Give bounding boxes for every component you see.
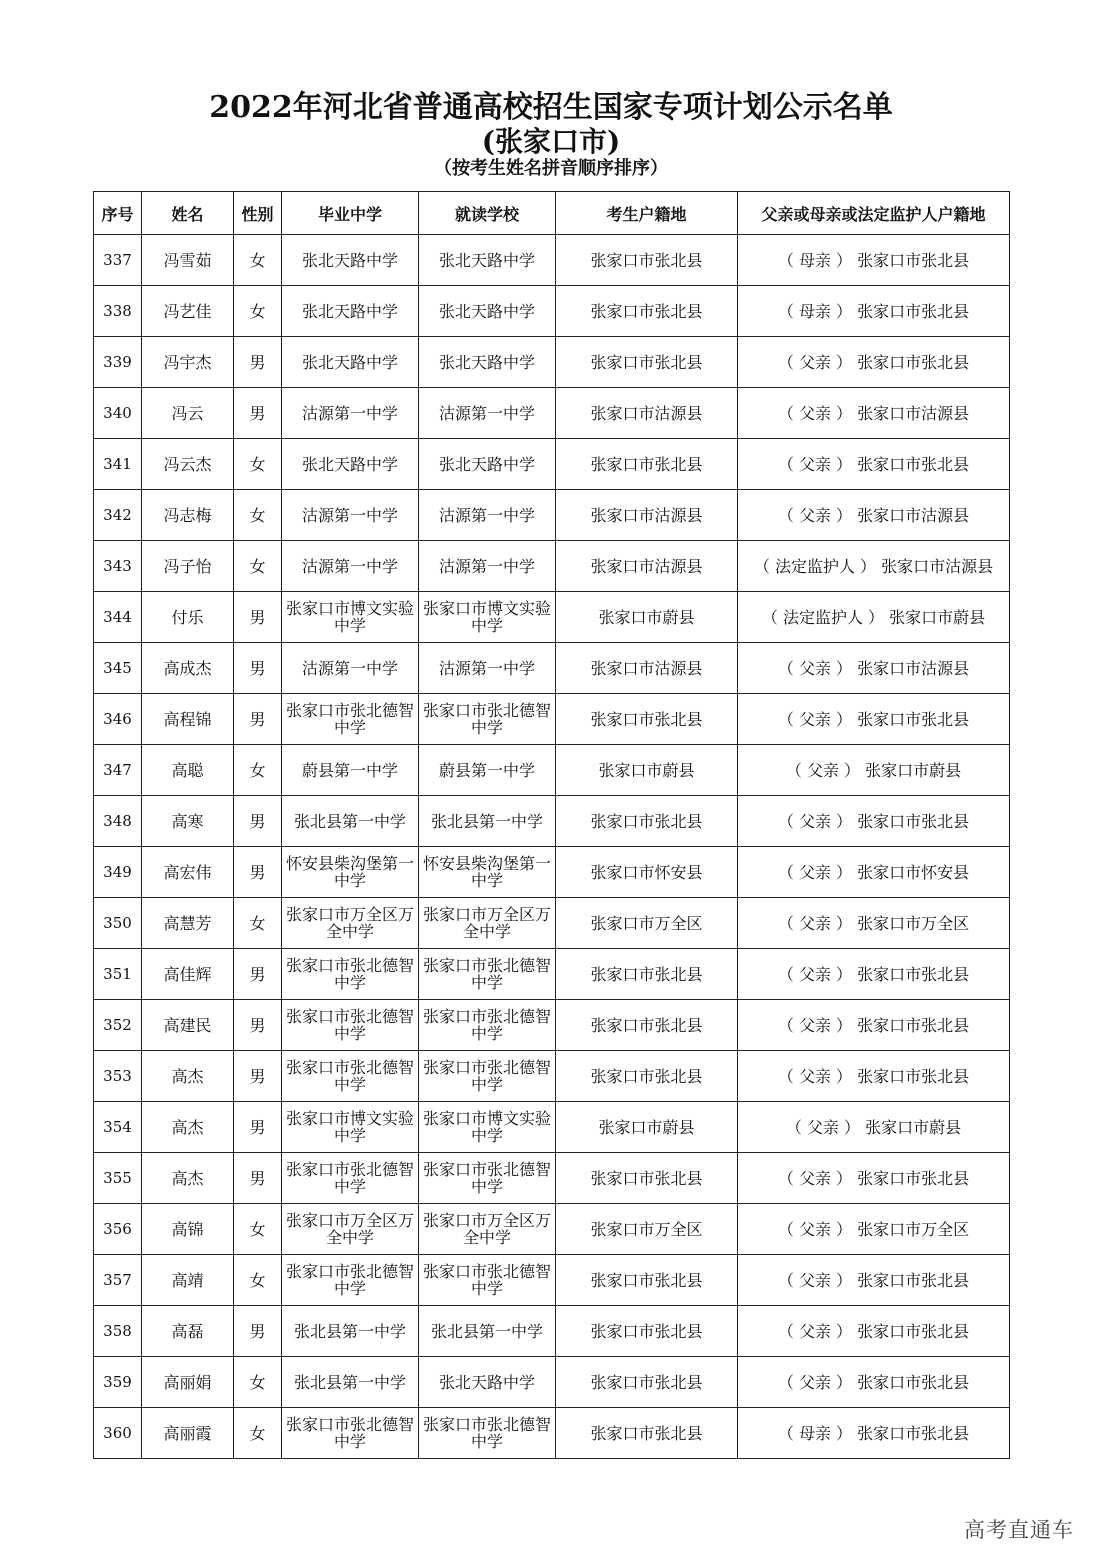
cell-name: 高成杰 bbox=[142, 643, 234, 694]
cell-graduation-school: 张家口市张北德智中学 bbox=[282, 1255, 419, 1306]
cell-guardian-household: （ 父亲 ） 张家口市蔚县 bbox=[738, 745, 1010, 796]
cell-name: 付乐 bbox=[142, 592, 234, 643]
cell-graduation-school: 张北县第一中学 bbox=[282, 796, 419, 847]
column-header: 就读学校 bbox=[419, 192, 556, 235]
cell-graduation-school: 蔚县第一中学 bbox=[282, 745, 419, 796]
cell-name: 高杰 bbox=[142, 1153, 234, 1204]
cell-name: 高宏伟 bbox=[142, 847, 234, 898]
table-row bbox=[94, 643, 1010, 694]
cell-student-household: 张家口市张北县 bbox=[556, 1153, 738, 1204]
cell-name: 高丽娟 bbox=[142, 1357, 234, 1408]
cell-gender: 女 bbox=[234, 898, 282, 949]
cell-guardian-household: （ 法定监护人 ） 张家口市蔚县 bbox=[738, 592, 1010, 643]
document-title: 2022年河北省普通高校招生国家专项计划公示名单 bbox=[209, 90, 893, 125]
cell-graduation-school: 沽源第一中学 bbox=[282, 388, 419, 439]
cell-student-household: 张家口市张北县 bbox=[556, 949, 738, 1000]
cell-guardian-household: （ 父亲 ） 张家口市万全区 bbox=[738, 1204, 1010, 1255]
cell-current-school: 张北县第一中学 bbox=[419, 1306, 556, 1357]
cell-name: 冯云 bbox=[142, 388, 234, 439]
cell-name: 高程锦 bbox=[142, 694, 234, 745]
column-header: 姓名 bbox=[142, 192, 234, 235]
cell-gender: 女 bbox=[234, 541, 282, 592]
cell-graduation-school: 沽源第一中学 bbox=[282, 490, 419, 541]
cell-current-school: 张家口市张北德智中学 bbox=[419, 694, 556, 745]
cell-index: 359 bbox=[94, 1357, 142, 1408]
cell-student-household: 张家口市张北县 bbox=[556, 439, 738, 490]
cell-student-household: 张家口市张北县 bbox=[556, 1357, 738, 1408]
cell-index: 355 bbox=[94, 1153, 142, 1204]
cell-student-household: 张家口市蔚县 bbox=[556, 745, 738, 796]
cell-index: 357 bbox=[94, 1255, 142, 1306]
cell-index: 358 bbox=[94, 1306, 142, 1357]
cell-name: 高杰 bbox=[142, 1051, 234, 1102]
cell-index: 349 bbox=[94, 847, 142, 898]
cell-student-household: 张家口市沽源县 bbox=[556, 643, 738, 694]
cell-name: 高佳辉 bbox=[142, 949, 234, 1000]
document-subtitle: (张家口市) bbox=[481, 125, 621, 158]
cell-current-school: 张家口市张北德智中学 bbox=[419, 1255, 556, 1306]
cell-guardian-household: （ 父亲 ） 张家口市万全区 bbox=[738, 898, 1010, 949]
cell-gender: 男 bbox=[234, 337, 282, 388]
table-row bbox=[94, 1102, 1010, 1153]
cell-current-school: 张北天路中学 bbox=[419, 235, 556, 286]
cell-gender: 男 bbox=[234, 592, 282, 643]
cell-gender: 女 bbox=[234, 745, 282, 796]
cell-name: 高杰 bbox=[142, 1102, 234, 1153]
cell-current-school: 张家口市张北德智中学 bbox=[419, 1408, 556, 1459]
cell-current-school: 张北县第一中学 bbox=[419, 796, 556, 847]
table-row bbox=[94, 286, 1010, 337]
cell-graduation-school: 张家口市张北德智中学 bbox=[282, 949, 419, 1000]
cell-graduation-school: 张北天路中学 bbox=[282, 337, 419, 388]
cell-current-school: 张家口市万全区万全中学 bbox=[419, 1204, 556, 1255]
cell-guardian-household: （ 父亲 ） 张家口市张北县 bbox=[738, 439, 1010, 490]
cell-graduation-school: 张家口市博文实验中学 bbox=[282, 1102, 419, 1153]
table-row bbox=[94, 1357, 1010, 1408]
cell-graduation-school: 张家口市张北德智中学 bbox=[282, 1153, 419, 1204]
cell-guardian-household: （ 母亲 ） 张家口市张北县 bbox=[738, 235, 1010, 286]
table-row bbox=[94, 796, 1010, 847]
cell-guardian-household: （ 法定监护人 ） 张家口市沽源县 bbox=[738, 541, 1010, 592]
cell-current-school: 张家口市博文实验中学 bbox=[419, 1102, 556, 1153]
cell-gender: 女 bbox=[234, 490, 282, 541]
cell-gender: 女 bbox=[234, 286, 282, 337]
cell-guardian-household: （ 父亲 ） 张家口市张北县 bbox=[738, 949, 1010, 1000]
cell-graduation-school: 张家口市万全区万全中学 bbox=[282, 898, 419, 949]
cell-guardian-household: （ 父亲 ） 张家口市张北县 bbox=[738, 796, 1010, 847]
cell-name: 冯志梅 bbox=[142, 490, 234, 541]
cell-graduation-school: 张北县第一中学 bbox=[282, 1306, 419, 1357]
cell-gender: 女 bbox=[234, 235, 282, 286]
cell-name: 高磊 bbox=[142, 1306, 234, 1357]
cell-current-school: 张家口市张北德智中学 bbox=[419, 949, 556, 1000]
cell-name: 冯宇杰 bbox=[142, 337, 234, 388]
cell-graduation-school: 张家口市万全区万全中学 bbox=[282, 1204, 419, 1255]
cell-index: 338 bbox=[94, 286, 142, 337]
cell-index: 347 bbox=[94, 745, 142, 796]
roster-table bbox=[93, 191, 1010, 1459]
cell-gender: 男 bbox=[234, 1306, 282, 1357]
cell-current-school: 张家口市博文实验中学 bbox=[419, 592, 556, 643]
cell-gender: 男 bbox=[234, 949, 282, 1000]
cell-index: 344 bbox=[94, 592, 142, 643]
cell-student-household: 张家口市万全区 bbox=[556, 1204, 738, 1255]
cell-student-household: 张家口市万全区 bbox=[556, 898, 738, 949]
cell-current-school: 张家口市张北德智中学 bbox=[419, 1051, 556, 1102]
cell-index: 353 bbox=[94, 1051, 142, 1102]
cell-name: 高锦 bbox=[142, 1204, 234, 1255]
column-header: 序号 bbox=[94, 192, 142, 235]
cell-index: 356 bbox=[94, 1204, 142, 1255]
cell-student-household: 张家口市沽源县 bbox=[556, 541, 738, 592]
cell-gender: 男 bbox=[234, 1051, 282, 1102]
cell-index: 348 bbox=[94, 796, 142, 847]
cell-graduation-school: 张家口市博文实验中学 bbox=[282, 592, 419, 643]
cell-gender: 女 bbox=[234, 439, 282, 490]
table-row bbox=[94, 694, 1010, 745]
cell-name: 高慧芳 bbox=[142, 898, 234, 949]
cell-index: 337 bbox=[94, 235, 142, 286]
table-row bbox=[94, 1000, 1010, 1051]
column-header: 性别 bbox=[234, 192, 282, 235]
cell-current-school: 张家口市张北德智中学 bbox=[419, 1153, 556, 1204]
cell-index: 345 bbox=[94, 643, 142, 694]
cell-graduation-school: 怀安县柴沟堡第一中学 bbox=[282, 847, 419, 898]
cell-guardian-household: （ 父亲 ） 张家口市张北县 bbox=[738, 1051, 1010, 1102]
cell-name: 冯子怡 bbox=[142, 541, 234, 592]
cell-index: 351 bbox=[94, 949, 142, 1000]
table-row bbox=[94, 388, 1010, 439]
cell-index: 352 bbox=[94, 1000, 142, 1051]
cell-gender: 女 bbox=[234, 1255, 282, 1306]
cell-guardian-household: （ 父亲 ） 张家口市沽源县 bbox=[738, 388, 1010, 439]
cell-student-household: 张家口市张北县 bbox=[556, 1255, 738, 1306]
cell-student-household: 张家口市张北县 bbox=[556, 1306, 738, 1357]
cell-student-household: 张家口市沽源县 bbox=[556, 388, 738, 439]
cell-gender: 男 bbox=[234, 847, 282, 898]
cell-graduation-school: 张家口市张北德智中学 bbox=[282, 694, 419, 745]
cell-current-school: 张家口市万全区万全中学 bbox=[419, 898, 556, 949]
cell-current-school: 怀安县柴沟堡第一中学 bbox=[419, 847, 556, 898]
cell-name: 高丽霞 bbox=[142, 1408, 234, 1459]
cell-guardian-household: （ 父亲 ） 张家口市蔚县 bbox=[738, 1102, 1010, 1153]
cell-current-school: 沽源第一中学 bbox=[419, 388, 556, 439]
cell-index: 360 bbox=[94, 1408, 142, 1459]
table-row bbox=[94, 949, 1010, 1000]
cell-guardian-household: （ 父亲 ） 张家口市张北县 bbox=[738, 1153, 1010, 1204]
cell-gender: 男 bbox=[234, 1153, 282, 1204]
column-header: 父亲或母亲或法定监护人户籍地 bbox=[738, 192, 1010, 235]
cell-guardian-household: （ 母亲 ） 张家口市张北县 bbox=[738, 286, 1010, 337]
table-row bbox=[94, 745, 1010, 796]
cell-current-school: 张北天路中学 bbox=[419, 286, 556, 337]
cell-graduation-school: 张北天路中学 bbox=[282, 286, 419, 337]
table-row bbox=[94, 1051, 1010, 1102]
cell-current-school: 张北天路中学 bbox=[419, 337, 556, 388]
table-row bbox=[94, 337, 1010, 388]
cell-gender: 男 bbox=[234, 1000, 282, 1051]
cell-student-household: 张家口市怀安县 bbox=[556, 847, 738, 898]
cell-index: 346 bbox=[94, 694, 142, 745]
cell-index: 339 bbox=[94, 337, 142, 388]
cell-student-household: 张家口市蔚县 bbox=[556, 592, 738, 643]
cell-current-school: 蔚县第一中学 bbox=[419, 745, 556, 796]
cell-current-school: 沽源第一中学 bbox=[419, 541, 556, 592]
table-row bbox=[94, 1408, 1010, 1459]
cell-gender: 女 bbox=[234, 1408, 282, 1459]
cell-index: 350 bbox=[94, 898, 142, 949]
cell-current-school: 张家口市张北德智中学 bbox=[419, 1000, 556, 1051]
cell-gender: 男 bbox=[234, 643, 282, 694]
cell-guardian-household: （ 父亲 ） 张家口市张北县 bbox=[738, 694, 1010, 745]
cell-current-school: 沽源第一中学 bbox=[419, 490, 556, 541]
table-row bbox=[94, 1204, 1010, 1255]
column-header: 考生户籍地 bbox=[556, 192, 738, 235]
cell-student-household: 张家口市蔚县 bbox=[556, 1102, 738, 1153]
cell-gender: 男 bbox=[234, 694, 282, 745]
cell-graduation-school: 张北天路中学 bbox=[282, 439, 419, 490]
cell-name: 高寒 bbox=[142, 796, 234, 847]
cell-name: 高建民 bbox=[142, 1000, 234, 1051]
table-row bbox=[94, 439, 1010, 490]
cell-name: 冯雪茹 bbox=[142, 235, 234, 286]
cell-guardian-household: （ 父亲 ） 张家口市张北县 bbox=[738, 337, 1010, 388]
cell-index: 341 bbox=[94, 439, 142, 490]
column-header: 毕业中学 bbox=[282, 192, 419, 235]
cell-guardian-household: （ 父亲 ） 张家口市沽源县 bbox=[738, 643, 1010, 694]
cell-current-school: 沽源第一中学 bbox=[419, 643, 556, 694]
cell-name: 高聪 bbox=[142, 745, 234, 796]
cell-guardian-household: （ 父亲 ） 张家口市张北县 bbox=[738, 1000, 1010, 1051]
table-row bbox=[94, 490, 1010, 541]
cell-guardian-household: （ 母亲 ） 张家口市张北县 bbox=[738, 1408, 1010, 1459]
table-row bbox=[94, 1255, 1010, 1306]
cell-graduation-school: 张家口市张北德智中学 bbox=[282, 1000, 419, 1051]
cell-guardian-household: （ 父亲 ） 张家口市沽源县 bbox=[738, 490, 1010, 541]
cell-gender: 男 bbox=[234, 388, 282, 439]
table-row bbox=[94, 1153, 1010, 1204]
cell-graduation-school: 沽源第一中学 bbox=[282, 643, 419, 694]
table-row bbox=[94, 847, 1010, 898]
table-row bbox=[94, 592, 1010, 643]
cell-student-household: 张家口市张北县 bbox=[556, 1051, 738, 1102]
cell-guardian-household: （ 父亲 ） 张家口市怀安县 bbox=[738, 847, 1010, 898]
cell-student-household: 张家口市张北县 bbox=[556, 694, 738, 745]
cell-student-household: 张家口市张北县 bbox=[556, 286, 738, 337]
table-body bbox=[94, 235, 1010, 1459]
cell-graduation-school: 张北县第一中学 bbox=[282, 1357, 419, 1408]
cell-name: 冯艺佳 bbox=[142, 286, 234, 337]
cell-guardian-household: （ 父亲 ） 张家口市张北县 bbox=[738, 1357, 1010, 1408]
table-header-row bbox=[94, 192, 1010, 235]
table-row bbox=[94, 541, 1010, 592]
cell-graduation-school: 张家口市张北德智中学 bbox=[282, 1051, 419, 1102]
cell-current-school: 张北天路中学 bbox=[419, 439, 556, 490]
cell-name: 高靖 bbox=[142, 1255, 234, 1306]
cell-gender: 女 bbox=[234, 1204, 282, 1255]
table-row bbox=[94, 235, 1010, 286]
cell-student-household: 张家口市张北县 bbox=[556, 1000, 738, 1051]
cell-gender: 男 bbox=[234, 796, 282, 847]
cell-student-household: 张家口市张北县 bbox=[556, 796, 738, 847]
cell-guardian-household: （ 父亲 ） 张家口市张北县 bbox=[738, 1255, 1010, 1306]
cell-index: 342 bbox=[94, 490, 142, 541]
cell-index: 343 bbox=[94, 541, 142, 592]
cell-name: 冯云杰 bbox=[142, 439, 234, 490]
cell-guardian-household: （ 父亲 ） 张家口市张北县 bbox=[738, 1306, 1010, 1357]
cell-graduation-school: 张北天路中学 bbox=[282, 235, 419, 286]
cell-gender: 女 bbox=[234, 1357, 282, 1408]
cell-student-household: 张家口市张北县 bbox=[556, 1408, 738, 1459]
cell-index: 340 bbox=[94, 388, 142, 439]
sort-note: （按考生姓名拼音顺序排序） bbox=[434, 158, 668, 179]
table-row bbox=[94, 1306, 1010, 1357]
cell-graduation-school: 张家口市张北德智中学 bbox=[282, 1408, 419, 1459]
cell-graduation-school: 沽源第一中学 bbox=[282, 541, 419, 592]
cell-student-household: 张家口市张北县 bbox=[556, 337, 738, 388]
cell-student-household: 张家口市沽源县 bbox=[556, 490, 738, 541]
table-row bbox=[94, 898, 1010, 949]
cell-index: 354 bbox=[94, 1102, 142, 1153]
watermark-text: 高考直通车 bbox=[964, 1518, 1074, 1542]
cell-gender: 男 bbox=[234, 1102, 282, 1153]
cell-student-household: 张家口市张北县 bbox=[556, 235, 738, 286]
cell-current-school: 张北天路中学 bbox=[419, 1357, 556, 1408]
